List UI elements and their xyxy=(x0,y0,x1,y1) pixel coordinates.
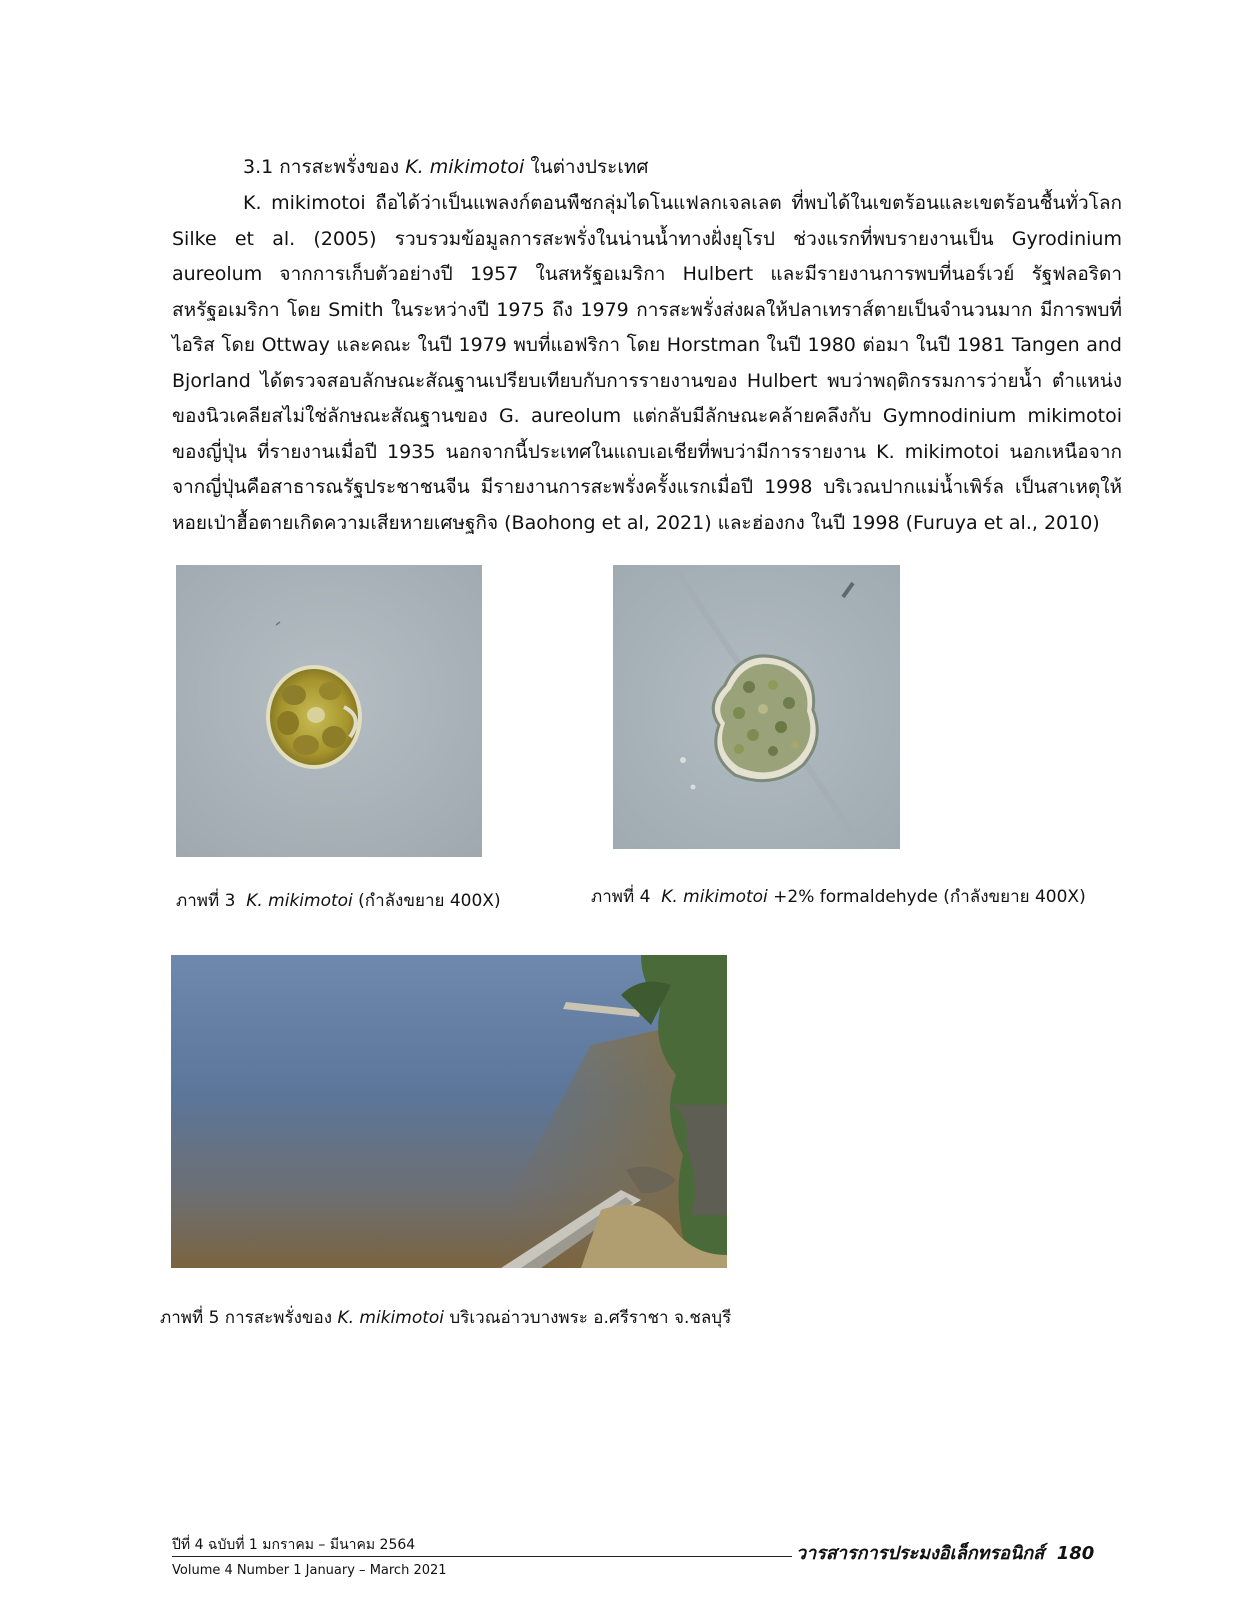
journal-name: วารสารการประมงอิเล็กทรอนิกส์ xyxy=(796,1543,1045,1564)
figure-3-note: (กำลังขยาย 400X) xyxy=(358,891,501,911)
section-heading-text: การสะพรั่งของ xyxy=(279,156,400,178)
figure-5-species: K. mikimotoi xyxy=(337,1308,445,1328)
footer-divider xyxy=(172,1556,792,1557)
footer-issue-english: Volume 4 Number 1 January – March 2021 xyxy=(172,1563,447,1578)
section-heading xyxy=(243,152,648,182)
section-number: 3.1 xyxy=(243,156,274,178)
figure-4-note: +2% formaldehyde (กำลังขยาย 400X) xyxy=(773,887,1086,907)
figure-5-note: บริเวณอ่าวบางพระ อ.ศรีราชา จ.ชลบุรี xyxy=(449,1308,732,1328)
footer-journal-title xyxy=(796,1542,1094,1566)
figure-3-species: K. mikimotoi xyxy=(246,891,353,911)
figure-4-caption xyxy=(591,884,1086,910)
footer-issue-thai: ปีที่ 4 ฉบับที่ 1 มกราคม – มีนาคม 2564 xyxy=(172,1537,416,1553)
figure-4-microscope-image xyxy=(613,565,900,849)
figure-5-coast-photo xyxy=(171,955,727,1268)
page-number: 180 xyxy=(1056,1543,1095,1564)
figure-4-label: ภาพที่ 4 xyxy=(591,887,651,907)
figure-5-caption xyxy=(160,1305,731,1331)
figure-3-microscope-image xyxy=(176,565,482,857)
body-paragraph: K. mikimotoi ถือได้ว่าเป็นแพลงก์ตอนพืชกลุ่มไดโนแฟลกเจลเลต ที่พบได้ในเขตร้อนและเขตร้อนชื้นทั่วโลก Silke et al. (2005) รวบรวมข้อมูลการสะพรั่งในน่านน้ำทางฝั่งยุโรป ช่วงแรกที่พบรายงานเป็น Gyrodinium aureolum จากการเก็บตัวอย่างปี 1957 ในสหรัฐอเมริกา Hulbert และมีรายงานการพบที่นอร์เวย์ รัฐฟลอริดา สหรัฐอเมริกา โดย Smith ในระหว่างปี 1975 ถึง 1979 การสะพรั่งส่งผลให้ปลาเทราส์ตายเป็นจำนวนมาก มีการพบที่ไอริส โดย Ottway และคณะ ในปี 1979 พบที่แอฟริกา โดย Horstman ในปี 1980 ต่อมา ในปี 1981 Tangen and Bjorland ได้ตรวจสอบลักษณะสัณฐานเปรียบเทียบกับการรายงานของ Hulbert พบว่าพฤติกรรมการว่ายน้ำ ตำแหน่งของนิวเคลียสไม่ใช่ลักษณะสัณฐานของ G. aureolum แต่กลับมีลักษณะคล้ายคลึงกับ Gymnodinium mikimotoi ของญี่ปุ่น ที่รายงานเมื่อปี 1935 นอกจากนี้ประเทศในแถบเอเชียที่พบว่ามีการรายงาน K. mikimotoi นอกเหนือจากจากญี่ปุ่นคือสาธารณรัฐประชาชนจีน มีรายงานการสะพรั่งครั้งแรกเมื่อปี 1998 บริเวณปากแม่น้ำเพิร์ล เป็นสาเหตุให้หอยเป่าฮื้อตายเกิดความเสียหายเศษฐกิจ (Baohong et al, 2021) และฮ่องกง ในปี 1998 (Furuya et al., 2010) xyxy=(172,192,1122,534)
figure-3-label: ภาพที่ 3 xyxy=(176,891,236,911)
figure-5-label: ภาพที่ 5 การสะพรั่งของ xyxy=(160,1308,333,1328)
section-heading-species: K. mikimotoi xyxy=(405,156,525,178)
figure-4-species: K. mikimotoi xyxy=(661,887,768,907)
figure-3-caption xyxy=(176,888,501,914)
section-heading-suffix: ในต่างประเทศ xyxy=(530,156,649,178)
